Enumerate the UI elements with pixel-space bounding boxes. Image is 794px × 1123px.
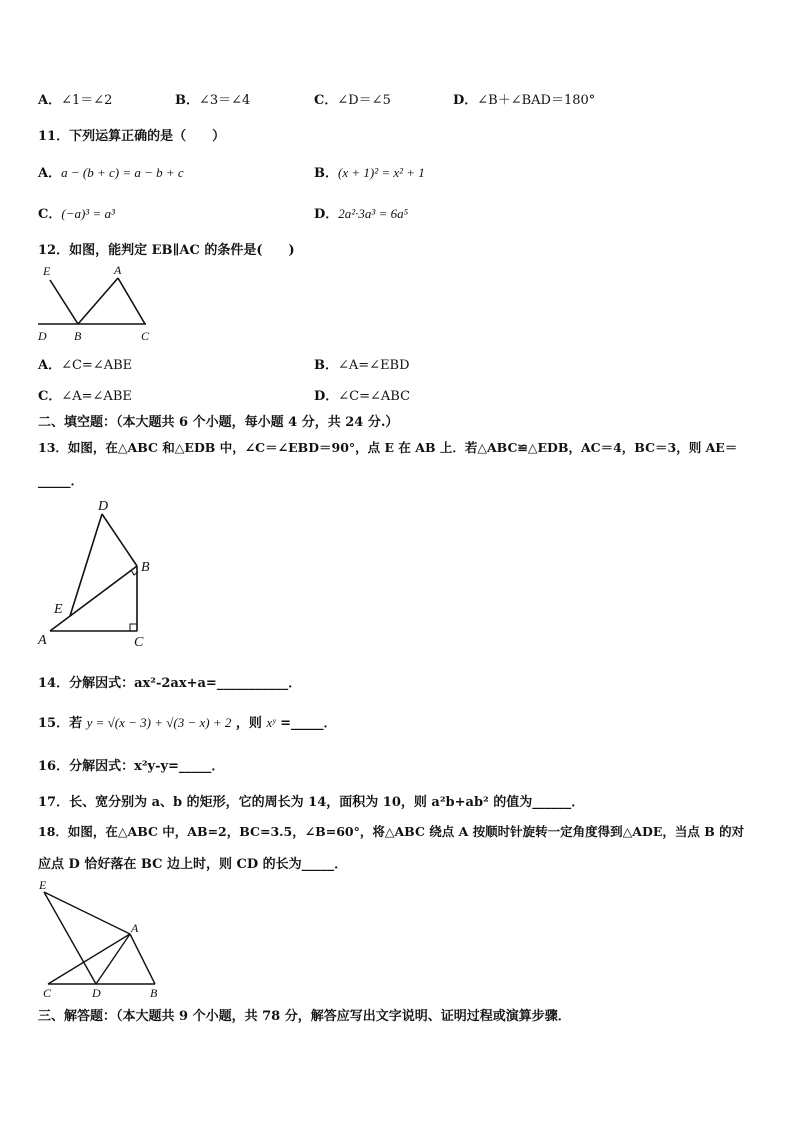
q12-label-d: D — [38, 329, 47, 343]
q18-line-ad — [96, 934, 130, 984]
q12-option-a: A．∠C=∠ABE — [38, 358, 133, 373]
q10-option-b: B．∠3＝∠4 — [175, 93, 251, 108]
q13-line-ab — [50, 566, 137, 631]
q13-stem-line1: 13．如图，在△ABC 和△EDB 中，∠C＝∠EBD＝90°，点 E 在 AB 上．若△ABC≌△EDB，AC＝4，BC＝3，则 AE＝ — [38, 440, 738, 455]
q10-option-d: D．∠B＋∠BAD＝180° — [453, 93, 596, 108]
q10-option-c: C．∠D＝∠5 — [314, 93, 391, 108]
q15-formula: y = √(x − 3) + √(3 − x) + 2 — [86, 715, 232, 730]
q12-line-ac — [118, 278, 145, 324]
q13-stem-line2: _____． — [38, 474, 84, 489]
q18-line-ea — [44, 892, 130, 934]
q18-label-c: C — [43, 986, 52, 1000]
q18-label-e: E — [39, 878, 47, 892]
q13-label-c: C — [134, 635, 144, 650]
q16-stem: 16．分解因式：x²y-y=_____． — [38, 759, 225, 774]
q12-line-ba — [78, 278, 118, 324]
q12-figure — [34, 262, 164, 346]
q13-line-ed — [70, 514, 102, 616]
q18-label-d: D — [92, 986, 101, 1000]
q18-figure — [34, 876, 164, 1000]
q12-line-eb — [50, 280, 78, 324]
q12-label-c: C — [141, 329, 150, 343]
q15-stem: 15．若 y = √(x − 3) + √(3 − x) + 2 ，则 xʸ =_____． — [38, 715, 337, 731]
q11-option-b: B．(x + 1)² = x² + 1 — [314, 165, 425, 181]
q12-label-e: E — [43, 264, 51, 278]
q18-label-b: B — [150, 986, 158, 1000]
section-fill-in-heading: 二、填空题：（本大题共 6 个小题，每小题 4 分，共 24 分.） — [38, 415, 399, 430]
q12-stem: 12．如图，能判定 EB∥AC 的条件是( ) — [38, 243, 295, 258]
q12-label-a: A — [114, 263, 122, 277]
q11-stem: 11．下列运算正确的是（ ） — [38, 129, 226, 144]
q12-option-b: B．∠A=∠EBD — [314, 358, 410, 373]
q14-stem: 14．分解因式：ax²-2ax+a=___________． — [38, 676, 302, 691]
q17-stem: 17．长、宽分别为 a、b 的矩形，它的周长为 14，面积为 10，则 a²b+ab² 的值为______． — [38, 795, 585, 810]
q15-power: xʸ — [266, 715, 276, 730]
q13-label-d: D — [98, 499, 109, 514]
q13-label-a: A — [38, 633, 47, 648]
q13-label-e: E — [54, 602, 63, 617]
q12-label-b: B — [74, 329, 82, 343]
q18-line-ab — [130, 934, 155, 984]
q13-label-b: B — [141, 560, 150, 575]
section-solution-heading: 三、解答题：（本大题共 9 个小题，共 78 分，解答应写出文字说明、证明过程或演算步骤． — [38, 1009, 571, 1024]
q11-option-a: A．a − (b + c) = a − b + c — [38, 165, 184, 181]
q13-figure — [34, 498, 164, 650]
q18-stem-line2: 应点 D 恰好落在 BC 边上时，则 CD 的长为_____． — [38, 857, 348, 872]
q18-stem-line1: 18．如图，在△ABC 中，AB=2，BC=3.5，∠B=60°，将△ABC 绕点 A 按顺时针旋转一定角度得到△ADE，当点 B 的对 — [38, 824, 745, 839]
q11-option-c: C．(−a)³ = a³ — [38, 206, 115, 222]
q10-option-a: A．∠1＝∠2 — [38, 93, 113, 108]
q12-option-c: C．∠A=∠ABE — [38, 389, 132, 404]
q18-label-a: A — [131, 921, 139, 935]
q13-line-db — [102, 514, 137, 566]
q13-right-angle-c — [130, 624, 137, 631]
q18-line-ca — [48, 934, 130, 984]
q11-option-d: D．2a²·3a³ = 6a⁵ — [314, 206, 409, 222]
q12-option-d: D．∠C=∠ABC — [314, 389, 411, 404]
